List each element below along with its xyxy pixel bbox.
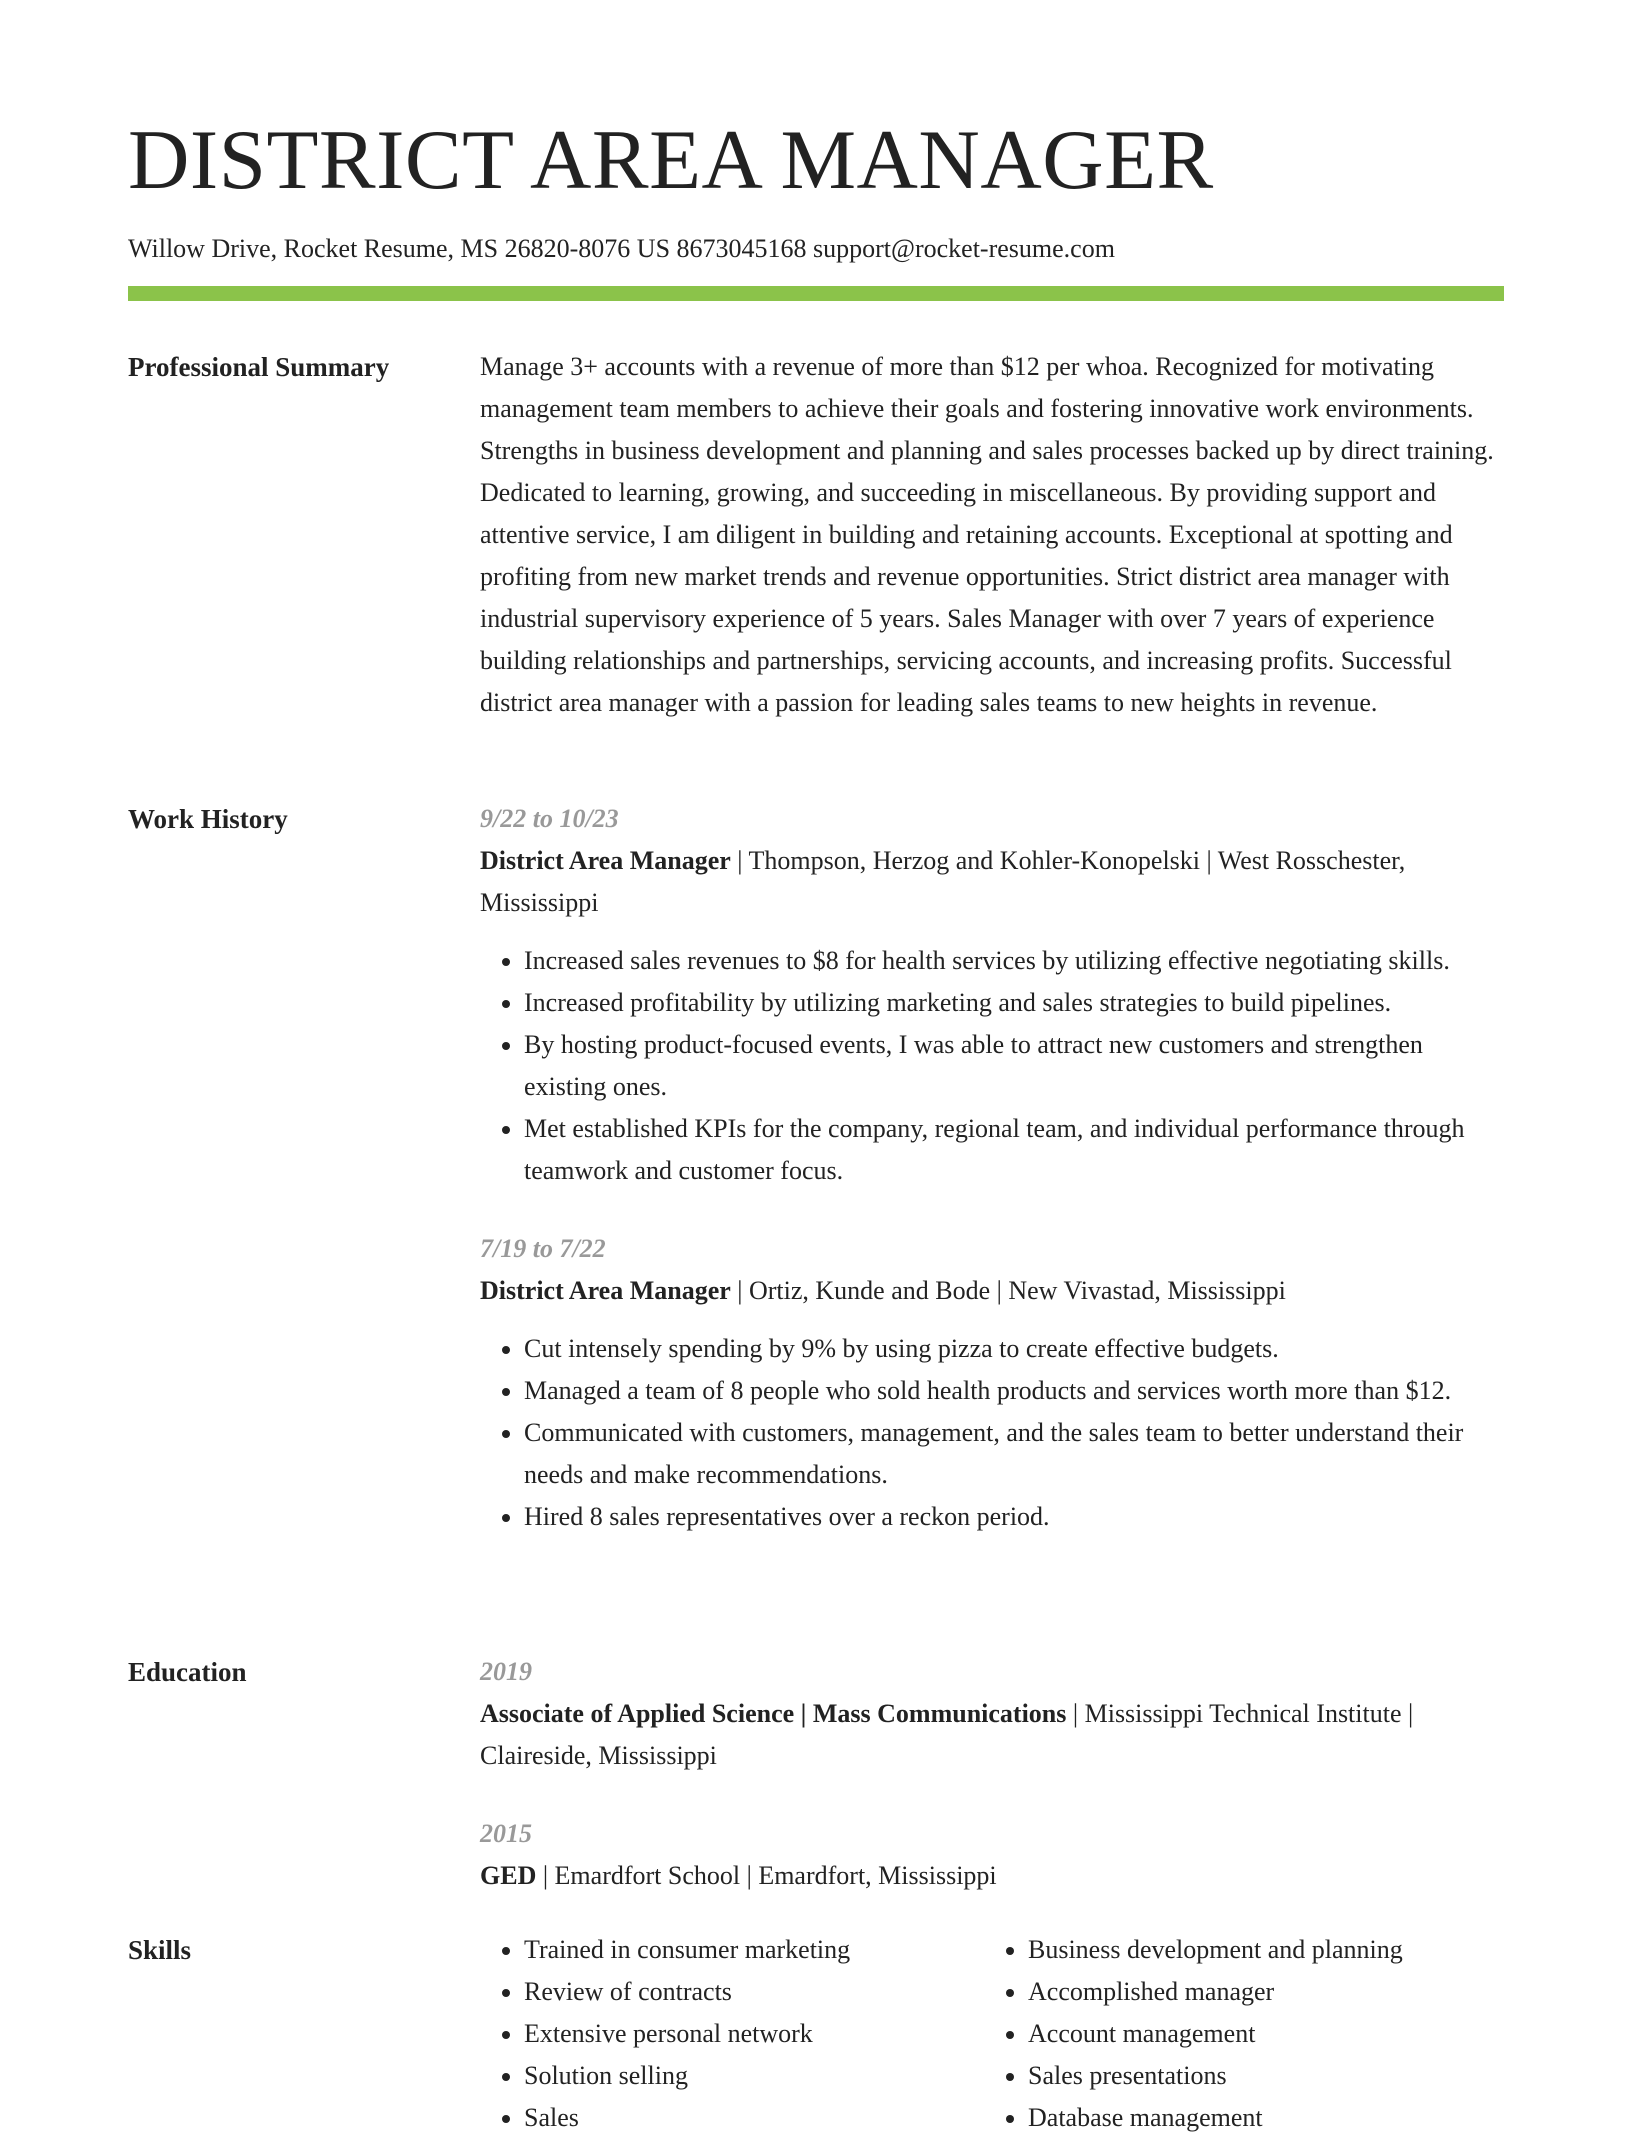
education-school-location: | Mississippi Technical Institute | Claireside, Mississippi (480, 1699, 1414, 1770)
skill-item: • Sales (524, 2097, 984, 2139)
skills-list-right (984, 1929, 1448, 2139)
job-employer-location: | Thompson, Herzog and Kohler-Konopelski | West Rosschester, Mississippi (480, 846, 1406, 917)
job-heading (480, 840, 1504, 924)
job-bullet: • Increased sales revenues to $8 for health services by utilizing effective negotiating skills. (524, 940, 1504, 982)
job-heading (480, 1270, 1504, 1312)
skill-item: • Business development and planning (1028, 1929, 1448, 1971)
job-bullet: • Cut intensely spending by 9% by using pizza to create effective budgets. (524, 1328, 1504, 1370)
section-title-work-history: Work History (128, 804, 288, 834)
education-heading (480, 1855, 1504, 1897)
job-bullet: • Communicated with customers, management, and the sales team to better understand their needs and make recommendations. (524, 1412, 1504, 1496)
job-dates: 9/22 to 10/23 (480, 804, 619, 833)
job-bullet: • By hosting product-focused events, I was able to attract new customers and strengthen existing ones. (524, 1024, 1504, 1108)
job-employer-location: | Ortiz, Kunde and Bode | New Vivastad, Mississippi (730, 1276, 1286, 1305)
section-title-summary: Professional Summary (128, 352, 390, 382)
job-bullet: • Managed a team of 8 people who sold health products and services worth more than $12. (524, 1370, 1504, 1412)
job-bullet: • Hired 8 sales representatives over a reckon period. (524, 1496, 1504, 1538)
job-bullets (480, 940, 1504, 1192)
contact-line: Willow Drive, Rocket Resume, MS 26820-8076 US 8673045168 support@rocket-resume.com (128, 234, 1115, 263)
job-entry (480, 798, 1504, 1192)
section-title-skills: Skills (128, 1935, 192, 1965)
education-year: 2019 (480, 1657, 532, 1686)
skill-item: • Sales presentations (1028, 2055, 1448, 2097)
section-title-education: Education (128, 1657, 247, 1687)
job-bullet: • Increased profitability by utilizing marketing and sales strategies to build pipelines. (524, 982, 1504, 1024)
education-degree: GED (480, 1861, 537, 1890)
job-entry (480, 1228, 1504, 1538)
skill-item: • Accomplished manager (1028, 1971, 1448, 2013)
job-dates: 7/19 to 7/22 (480, 1234, 606, 1263)
education-entry (480, 1813, 1504, 1897)
skill-item: • Trained in consumer marketing (524, 1929, 984, 1971)
resume-name-heading: DISTRICT AREA MANAGER (128, 113, 1214, 207)
skill-item: • Solution selling (524, 2055, 984, 2097)
skill-item: • Review of contracts (524, 1971, 984, 2013)
job-role: District Area Manager (480, 1276, 731, 1305)
job-bullet: • Met established KPIs for the company, regional team, and individual performance through teamwork and customer focus. (524, 1108, 1504, 1192)
education-year: 2015 (480, 1819, 532, 1848)
job-bullets (480, 1328, 1504, 1538)
education-heading (480, 1693, 1504, 1777)
skills-columns (480, 1929, 1504, 2139)
skill-item: • Database management (1028, 2097, 1448, 2139)
job-role: District Area Manager (480, 846, 731, 875)
education-school-location: | Emardfort School | Emardfort, Mississippi (536, 1861, 997, 1890)
accent-divider (128, 286, 1504, 301)
skill-item: • Account management (1028, 2013, 1448, 2055)
education-entry (480, 1651, 1504, 1777)
education-degree: Associate of Applied Science | Mass Communications (480, 1699, 1067, 1728)
summary-text: Manage 3+ accounts with a revenue of more than $12 per whoa. Recognized for motivating management team members to achieve their goals and fostering innovative work environments. Strengths in business development and planning and sales processes backed up by direct training. Dedicated to learning, growing, and succeeding in miscellaneous. By providing support and attentive service, I am diligent in building and retaining accounts. Exceptional at spotting and profiting from new market trends and revenue opportunities. Strict district area manager with industrial supervisory experience of 5 years. Sales Manager with over 7 years of experience building relationships and partnerships, servicing accounts, and increasing profits. Successful district area manager with a passion for leading sales teams to new heights in revenue. (480, 352, 1494, 717)
skill-item: • Extensive personal network (524, 2013, 984, 2055)
skills-list-left (480, 1929, 984, 2139)
